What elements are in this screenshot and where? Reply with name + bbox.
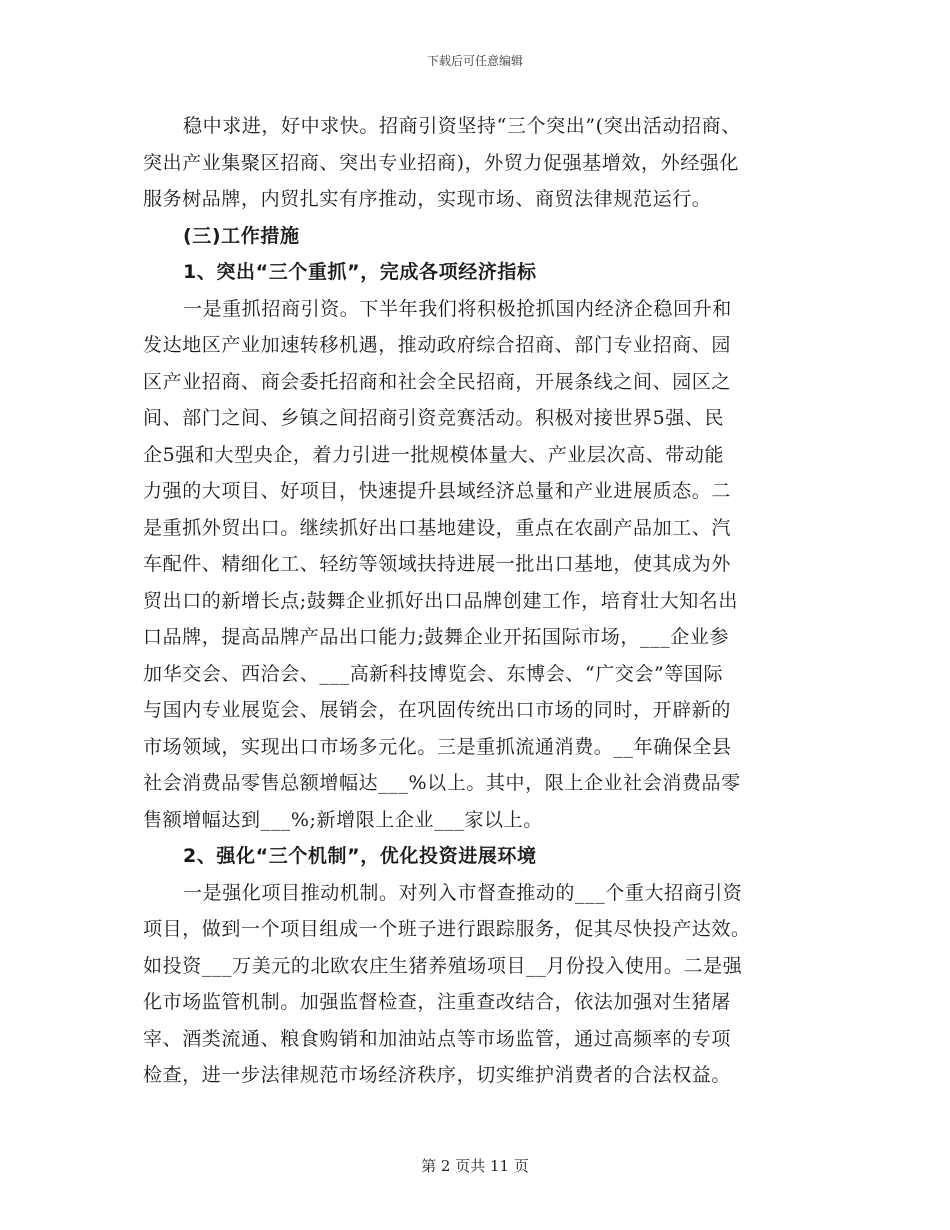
- paragraph-line: 社会消费品零售总额增幅达___%以上。其中，限上企业社会消费品零: [143, 772, 741, 794]
- paragraph-line: 口品牌，提高品牌产品出口能力;鼓舞企业开拓国际市场，___企业参: [143, 626, 730, 648]
- page-number: 第 2 页共 11 页: [421, 1157, 529, 1175]
- subsection-heading: 1、突出“三个重抓”，完成各项经济指标: [183, 261, 537, 283]
- paragraph-line: 发达地区产业加速转移机遇，推动政府综合招商、部门专业招商、园: [143, 334, 732, 356]
- paragraph-line: 市场领域，实现出口市场多元化。三是重抓流通消费。__年确保全县: [143, 735, 732, 758]
- paragraph-line: 一是重抓招商引资。下半年我们将积极抢抓国内经济企稳回升和: [183, 297, 732, 320]
- paragraph-line: 售额增幅达到___%;新增限上企业___家以上。: [143, 808, 543, 831]
- paragraph-line: 力强的大项目、好项目，快速提升县域经济总量和产业进展质态。二: [143, 480, 732, 502]
- paragraph-line: 宰、酒类流通、粮食购销和加油站点等市场监管，通过高频率的专项: [143, 1027, 732, 1050]
- paragraph-line: 间、部门之间、乡镇之间招商引资竞赛活动。积极对接世界5强、民: [143, 407, 725, 429]
- page-header: 下载后可任意编辑: [426, 54, 523, 68]
- paragraph-line: 与国内专业展览会、展销会，在巩固传统出口市场的同时，开辟新的: [143, 699, 732, 721]
- paragraph-line: 化市场监管机制。加强监督检查，注重查改结合，依法加强对生猪屠: [143, 991, 732, 1013]
- paragraph-line: 贸出口的新增长点;鼓舞企业抓好出口品牌创建工作，培育壮大知名出: [143, 589, 739, 612]
- paragraph-line: 加华交会、西洽会、___高新科技博览会、东博会、“广交会”等国际: [143, 662, 724, 685]
- paragraph-line: 稳中求进，好中求快。招商引资坚持“三个突出”(突出活动招商、: [183, 115, 741, 137]
- paragraph-line: 检查，进一步法律规范市场经济秩序，切实维护消费者的合法权益。: [143, 1064, 732, 1086]
- document-body: [143, 108, 805, 1094]
- paragraph-line: 区产业招商、商会委托招商和社会全民招商，开展条线之间、园区之: [143, 370, 732, 393]
- paragraph-line: 车配件、精细化工、轻纺等领域扶持进展一批出口基地，使其成为外: [143, 553, 732, 575]
- paragraph-line: 一是强化项目推动机制。对列入市督查推动的___个重大招商引资: [183, 881, 743, 904]
- paragraph-line: 如投资___万美元的北欧农庄生猪养殖场项目__月份投入使用。二是强: [143, 954, 743, 977]
- subsection-heading: 2、强化“三个机制”，优化投资进展环境: [183, 845, 537, 867]
- paragraph-line: 服务树品牌，内贸扎实有序推动，实现市场、商贸法律规范运行。: [143, 188, 712, 210]
- paragraph-line: 企5强和大型央企，着力引进一批规模体量大、产业层次高、带动能: [143, 443, 725, 466]
- paragraph-line: 是重抓外贸出口。继续抓好出口基地建设，重点在农副产品加工、汽: [143, 516, 732, 539]
- section-heading: (三)工作措施: [183, 224, 300, 247]
- paragraph-line: 突出产业集聚区招商、突出专业招商)，外贸力促强基增效，外经强化: [143, 151, 740, 174]
- paragraph-line: 项目，做到一个项目组成一个班子进行跟踪服务，促其尽快投产达效。: [143, 918, 751, 940]
